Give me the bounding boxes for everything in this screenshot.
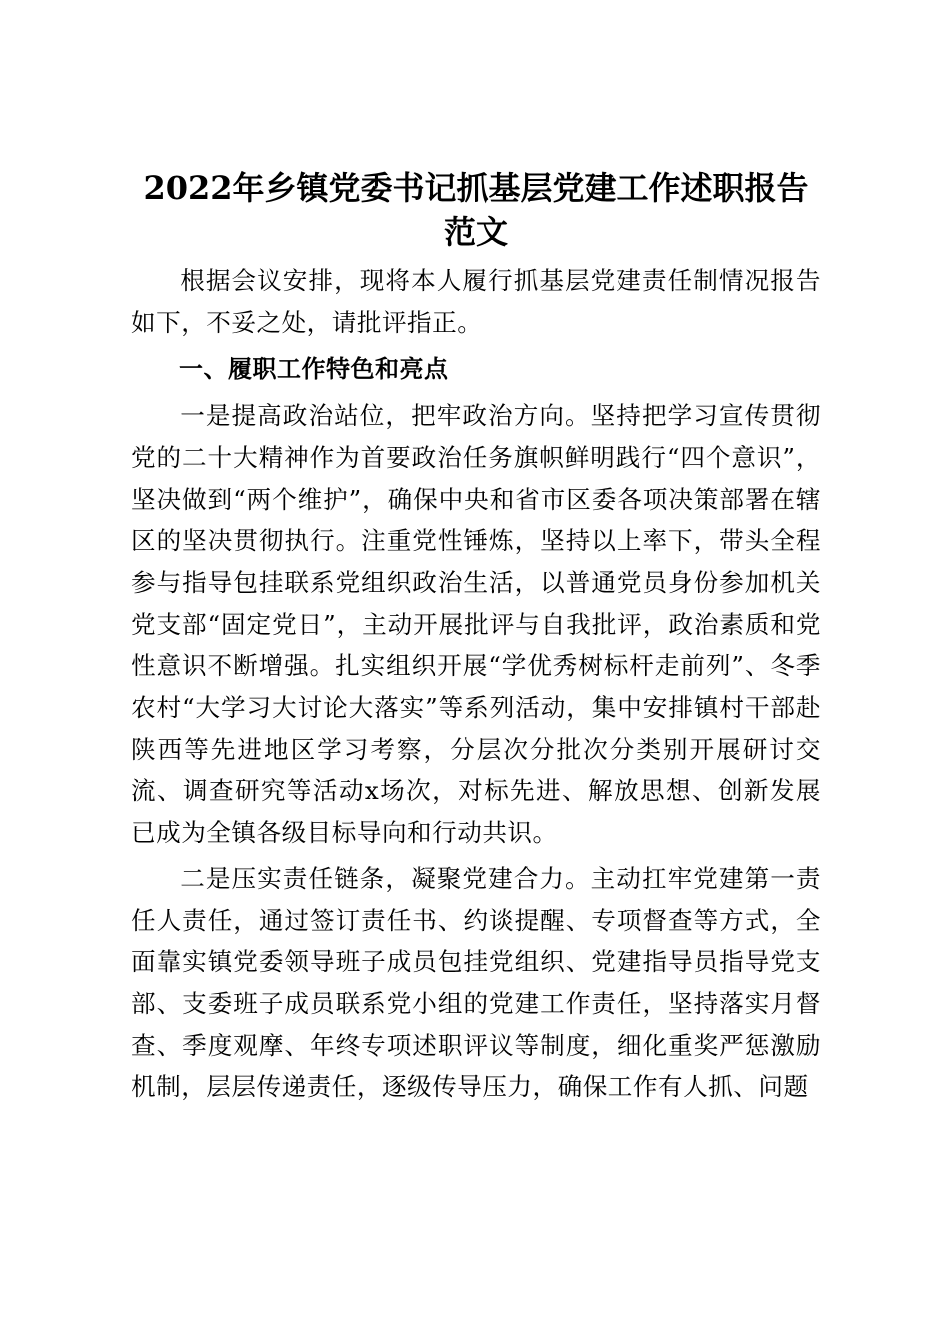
section-heading: 一、履职工作特色和亮点: [179, 355, 449, 384]
paragraph-one: 一是提高政治站位，把牢政治方向。坚持把学习宣传贯彻党的二十大精神作为首要政治任务旗帜鲜明践行“四个意识”，坚决做到“两个维护”，确保中央和省市区委各项决策部署在辖区的坚决贯彻执行。注重党性锤炼，坚持以上率下，带头全程参与指导包挂联系党组织政治生活，以普通党员身份参加机关党支部“固定党日”，主动开展批评与自我批评，政治素质和党性意识不断增强。扎实组织开展“学优秀树标杆走前列”、冬季农村“大学习大讨论大落实”等系列活动，集中安排镇村干部赴陕西等先进地区学习考察，分层次分批次分类别开展研讨交流、调查研究等活动x场次，对标先进、解放思想、创新发展已成为全镇各级目标导向和行动共识。: [131, 401, 821, 848]
document-title: 2022年乡镇党委书记抓基层党建工作述职报告范文: [143, 169, 809, 251]
intro-paragraph: 根据会议安排，现将本人履行抓基层党建责任制情况报告如下，不妥之处，请批评指正。: [131, 266, 821, 337]
document-body: [131, 166, 821, 1108]
paragraph-two: 二是压实责任链条，凝聚党建合力。主动扛牢党建第一责任人责任，通过签订责任书、约谈提醒、专项督查等方式，全面靠实镇党委领导班子成员包挂党组织、党建指导员指导党支部、支委班子成员联系党小组的党建工作责任，坚持落实月督查、季度观摩、年终专项述职评议等制度，细化重奖严惩激励机制，层层传递责任，逐级传导压力，确保工作有人抓、问题: [131, 863, 821, 1102]
